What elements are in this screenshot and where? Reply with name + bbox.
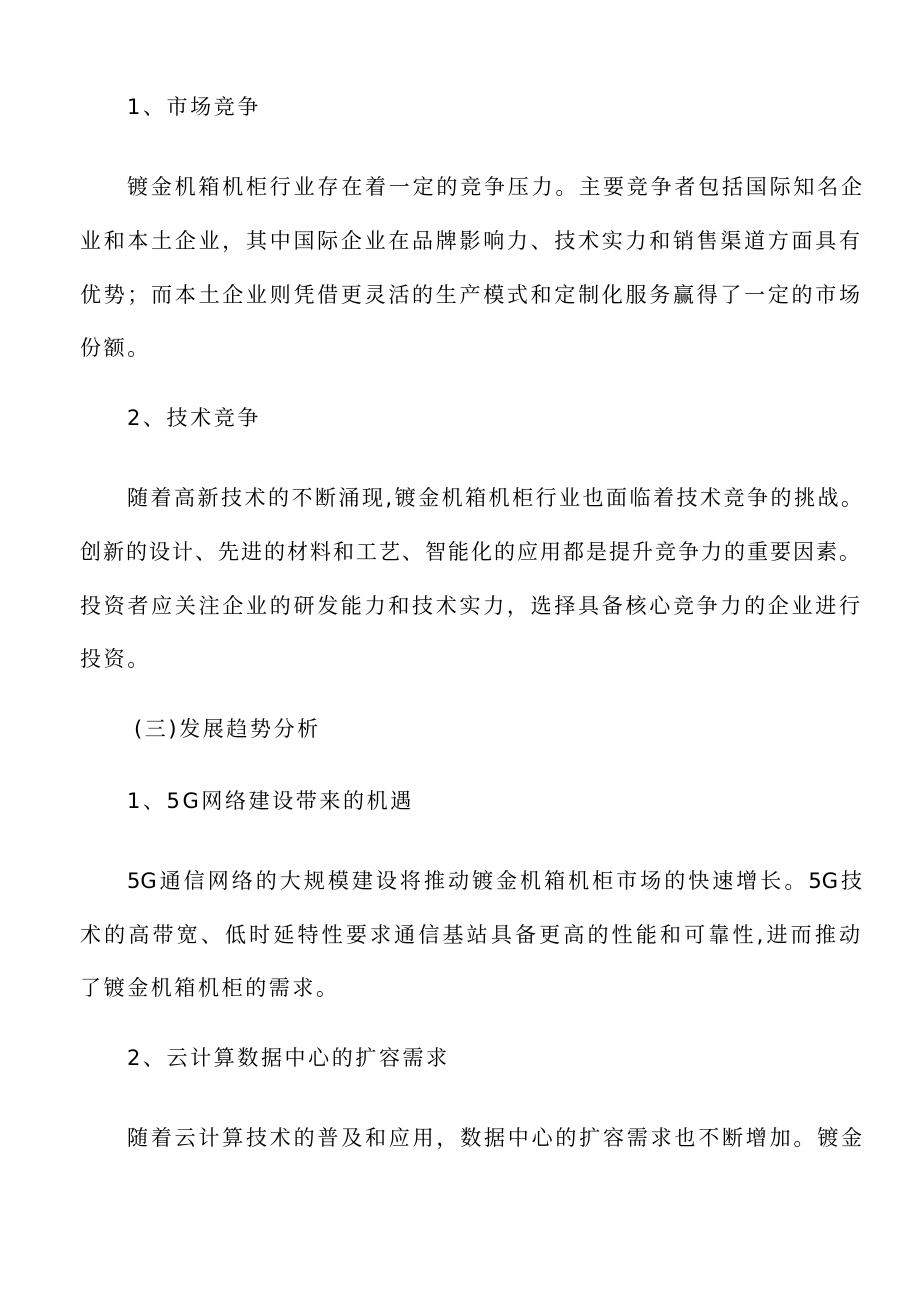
paragraph-line: 投资者应关注企业的研发能力和技术实力，选择具备核心竞争力的企业进行: [80, 594, 860, 618]
paragraph-line: 镀金机箱机柜行业存在着一定的竞争压力。主要竞争者包括国际知名企: [127, 175, 862, 199]
section-heading-5g-opportunity: 1、5G网络建设带来的机遇: [127, 789, 414, 813]
paragraph-line: 了镀金机箱机柜的需求。: [80, 976, 340, 1000]
paragraph-line: 业和本土企业，其中国际企业在品牌影响力、技术实力和销售渠道方面具有: [80, 229, 860, 253]
paragraph-line: 投资。: [80, 647, 151, 671]
section-heading-cloud-expansion: 2、云计算数据中心的扩容需求: [127, 1046, 450, 1070]
section-heading-trend-analysis: (三)发展趋势分析: [134, 717, 321, 741]
paragraph-line: 术的高带宽、低时延特性要求通信基站具备更高的性能和可靠性,进而推动: [80, 923, 860, 947]
section-heading-tech-competition: 2、技术竞争: [127, 406, 261, 430]
paragraph-line: 随着云计算技术的普及和应用，数据中心的扩容需求也不断增加。镀金: [127, 1126, 862, 1150]
paragraph-line: 5G通信网络的大规模建设将推动镀金机箱机柜市场的快速增长。5G技: [127, 869, 862, 893]
section-heading-market-competition: 1、市场竞争: [127, 95, 261, 119]
paragraph-line: 创新的设计、先进的材料和工艺、智能化的应用都是提升竞争力的重要因素。: [80, 540, 860, 564]
paragraph-line: 优势；而本土企业则凭借更灵活的生产模式和定制化服务赢得了一定的市场: [80, 283, 860, 307]
paragraph-line: 随着高新技术的不断涌现,镀金机箱机柜行业也面临着技术竞争的挑战。: [127, 486, 862, 510]
paragraph-line: 份额。: [80, 336, 151, 360]
